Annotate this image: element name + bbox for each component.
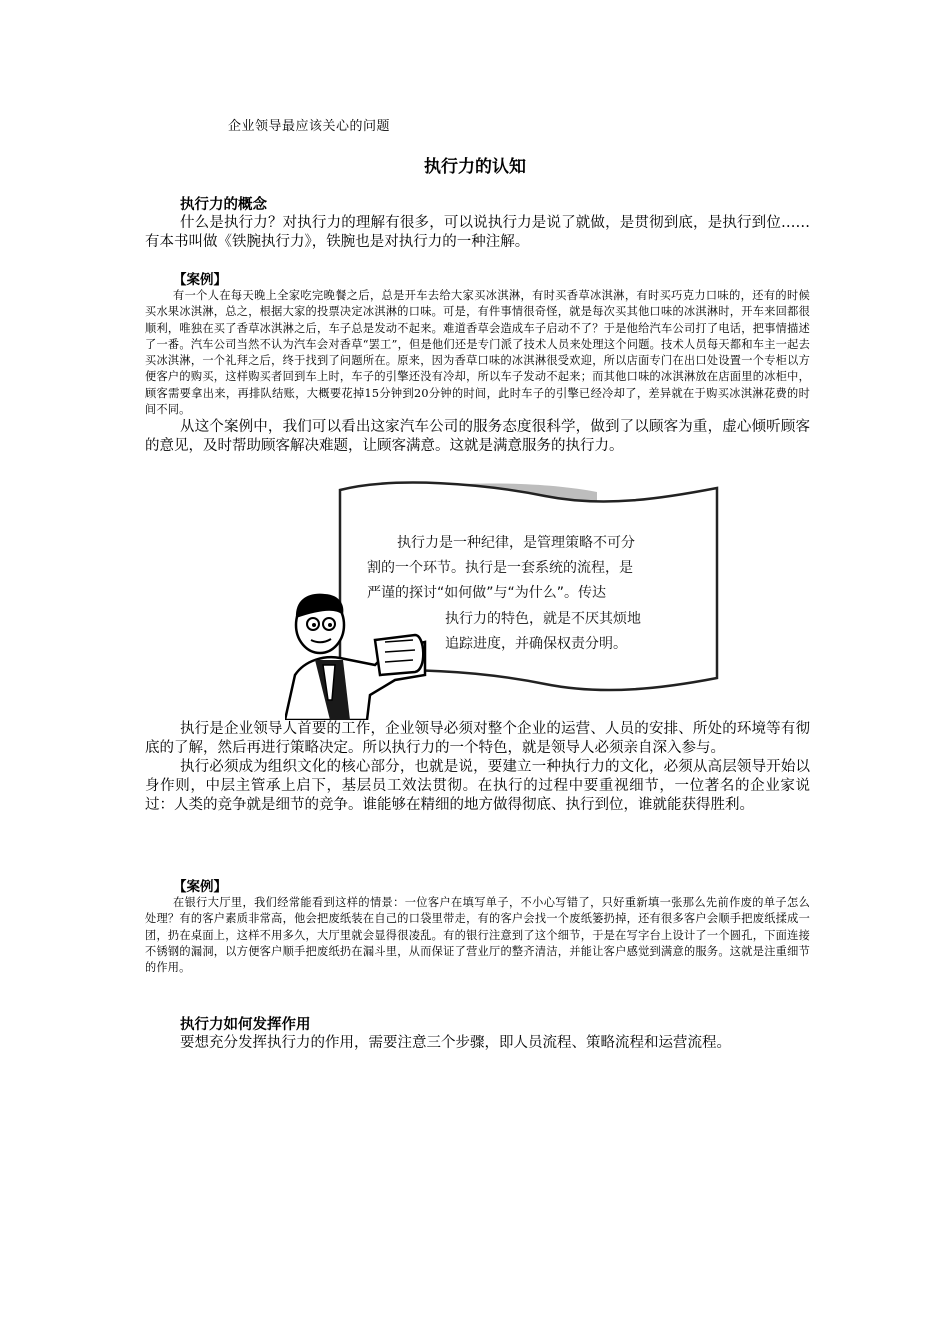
case-text: 在银行大厅里，我们经常能看到这样的情景：一位客户在填写单子，不小心写错了，只好重新填一张那么先前作废的单子怎么处理？有的客户素质非常高，他会把废纸装在自己的口袋里带走，有的客户会找一个废纸篓扔掉，还有很多客户会顺手把废纸揉成一团，扔在桌面上，这样不用多久，大厅里就会显得很凌乱。有的银行注意到了这个细节，于是在写字台上设计了一个圆孔，下面连接不锈钢的漏洞，以方便客户顺手把废纸扔在漏斗里，从而保证了营业厅的整齐清洁，并能让客户感觉到满意的服务。这就是注重细节的作用。 [145,896,810,975]
section-heading: 执行力的概念 [180,197,267,213]
section-how [145,1013,810,1053]
case-block [145,268,810,456]
page-title: 执行力的认知 [424,157,526,177]
paragraph: 要想充分发挥执行力的作用，需要注意三个步骤，即人员流程、策略流程和运营流程。 [180,1035,731,1051]
case-label: 【案例】 [173,272,227,288]
businessman-pointing-illustration [285,580,435,720]
page-header: 企业领导最应该关心的问题 [228,119,391,134]
section-heading: 执行力如何发挥作用 [180,1017,311,1033]
quote-line: 执行力是一种纪律，是管理策略不可分 [397,535,635,551]
section-concept [145,193,810,252]
quote-line: 割的一个环节。执行是一套系统的流程，是 [367,560,633,577]
quote-line: 追踪进度，并确保权责分明。 [445,635,627,652]
paragraph: 从这个案例中，我们可以看出这家汽车公司的服务态度很科学，做到了以顾客为重，虚心倾听顾客的意见，及时帮助顾客解决难题，让顾客满意。这就是满意服务的执行力。 [145,419,810,455]
paragraph: 什么是执行力？对执行力的理解有很多，可以说执行力是说了就做，是贯彻到底，是执行到位……有本书叫做《铁腕执行力》，铁腕也是对执行力的一种注解。 [145,215,810,250]
case-text: 有一个人在每天晚上全家吃完晚餐之后，总是开车去给大家买冰淇淋，有时买香草冰淇淋，有时买巧克力口味的，还有的时候买水果冰淇淋，总之，根据大家的投票决定冰淇淋的口味。可是，有件事情很奇怪，就是每次买其他口味的冰淇淋时，开车来回都很顺利，唯独在买了香草冰淇淋之后，车子总是发动不起来。难道香草会造成车子启动不了？于是他给汽车公司打了电话，把事情描述了一番。汽车公司当然不认为汽车会对香草“罢工”，但是他们还是专门派了技术人员来处理这个问题。技术人员每天都和车主一起去买冰淇淋，一个礼拜之后，终于找到了问题所在。原来，因为香草口味的冰淇淋很受欢迎，所以店面专门在出口处设置一个专柜以方便客户的购买，这样购买者回到车上时，车子的引擎还没有冷却，所以车子发动不起来；而其他口味的冰淇淋放在店面里的冰柜中，顾客需要拿出来，再排队结账，大概要花掉15分钟到20分钟的时间，此时车子的引擎已经冷却了，差异就在于购买冰淇淋花费的时间不同。 [145,289,810,417]
section-body [145,720,810,815]
case-label: 【案例】 [173,879,227,895]
case-block [145,875,810,976]
paragraph: 执行必须成为组织文化的核心部分，也就是说，要建立一种执行力的文化，必须从高层领导开始以身作则，中层主管承上启下，基层员工效法贯彻。在执行的过程中要重视细节，一位著名的企业家说过：人类的竞争就是细节的竞争。谁能够在精细的地方做得彻底、执行到位，谁就能获得胜利。 [145,759,810,813]
paragraph: 执行是企业领导人首要的工作，企业领导必须对整个企业的运营、人员的安排、所处的环境等有彻底的了解，然后再进行策略决定。所以执行力的一个特色，就是领导人必须亲自深入参与。 [145,721,810,756]
quote-line: 严谨的探讨“如何做”与“为什么”。传达 [367,585,607,602]
quote-line: 执行力的特色，就是不厌其烦地 [445,610,641,627]
